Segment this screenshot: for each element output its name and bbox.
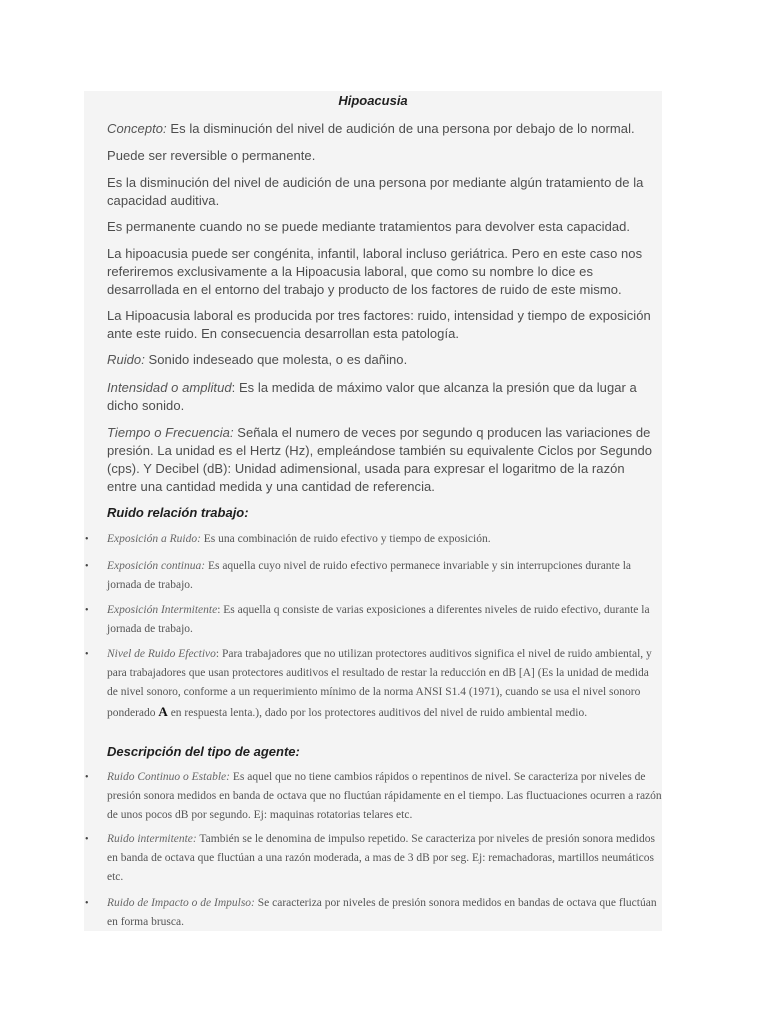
concepto-text: Es la disminución del nivel de audición de una persona por debajo de lo normal. — [166, 121, 635, 136]
bullet-icon: • — [85, 534, 89, 545]
list-item — [85, 530, 662, 549]
list-item — [85, 768, 662, 825]
bullet-icon: • — [85, 772, 89, 783]
item-label: Ruido Continuo o Estable: — [107, 771, 230, 783]
item-label: Ruido intermitente: — [107, 833, 197, 845]
bullet-icon: • — [85, 834, 89, 845]
paragraph-factores — [107, 307, 655, 343]
factores-text: La Hipoacusia laboral es producida por tres factores: ruido, intensidad y tiempo de exposición ante este ruido. En consecuencia desarrollan esta patología. — [107, 308, 651, 341]
concepto-label: Concepto: — [107, 121, 167, 136]
tiempo-text: Señala el numero de veces por segundo q producen las variaciones de presión. La unidad es el Hertz (Hz), empleándose también su equivalente Ciclos por Segundo (cps). Y Decibel (dB): Unidad adimensional, usada para expresar el logaritmo de la razón entre una cantidad medida y una cantidad de referencia. — [107, 425, 653, 494]
disminucion-text: Es la disminución del nivel de audición de una persona por mediante algún tratamiento de la capacidad auditiva. — [107, 175, 644, 208]
paragraph-intensidad — [107, 379, 655, 415]
item-text: Es aquel que no tiene cambios rápidos o repentinos de nivel. Se caracteriza por niveles de presión sonora medidos en banda de octava que no fluctúan rápidamente en el tiempo. Las fluctuaciones ocurren a razón de unos pocos dB por segundo. Ej: maquinas rotatorias telares etc. — [107, 771, 662, 821]
paragraph-tipos — [107, 245, 655, 299]
ruido-label: Ruido: — [107, 352, 145, 367]
paragraph-reversible — [107, 147, 655, 165]
item-label: Exposición continua: — [107, 560, 206, 572]
paragraph-disminucion — [107, 174, 655, 210]
ruido-text: Sonido indeseado que molesta, o es dañino. — [144, 352, 408, 367]
item-text: Se caracteriza por niveles de presión sonora medidos en bandas de octava que fluctúan en forma brusca. — [107, 897, 657, 928]
section-heading-tipo-agente — [107, 744, 655, 759]
item-text: También se le denomina de impulso repetido. Se caracteriza por niveles de presión sonora medidos en banda de octava que fluctúan a una razón moderada, a mas de 3 dB por seg. Ej: remachadoras, martillos neumáticos etc. — [107, 833, 655, 883]
item-text: Es una combinación de ruido efectivo y tiempo de exposición. — [200, 533, 491, 545]
tiempo-label: Tiempo o Frecuencia: — [107, 425, 234, 440]
reversible-text: Puede ser reversible o permanente. — [107, 148, 316, 163]
bullet-icon: • — [85, 898, 89, 909]
list-item — [85, 645, 662, 723]
paragraph-tiempo — [107, 424, 655, 496]
section-heading-ruido-trabajo — [107, 505, 655, 520]
section2-heading: Descripción del tipo de agente: — [107, 744, 300, 759]
item-label: Ruido de Impacto o de Impulso: — [107, 897, 255, 909]
tipos-text: La hipoacusia puede ser congénita, infantil, laboral incluso geriátrica. Pero en este caso nos referiremos exclusivamente a la Hipoacusia laboral, que como su nombre lo dice es desarrollada en el entorno del trabajo y producto de los factores de ruido de este mismo. — [107, 246, 643, 297]
list-item — [85, 601, 662, 639]
bullet-icon: • — [85, 561, 89, 572]
item-text-2: en respuesta lenta.), dado por los protectores auditivos del nivel de ruido ambiental medio. — [167, 707, 588, 719]
bullet-icon: • — [85, 649, 89, 660]
paragraph-ruido — [107, 351, 655, 369]
intensidad-label: Intensidad o amplitud — [107, 380, 232, 395]
bullet-icon: • — [85, 605, 89, 616]
item-label: Exposición Intermitente — [107, 604, 218, 616]
list-item — [85, 557, 662, 595]
paragraph-concepto — [107, 120, 655, 138]
item-text: : Para trabajadores que no utilizan protectores auditivos significa el nivel de ruido ambiental, y para trabajadores que usan protectores auditivos el resultado de restar la reducción en dB [A] (Es la unidad de medida de nivel sonoro, conforme a un requerimiento mínimo de la norma ANSI S1.4 (1971), cuando se usa el nivel sonoro ponderado — [107, 648, 652, 719]
item-label: Exposición a Ruido: — [107, 533, 201, 545]
item-bold: A — [158, 704, 168, 719]
list-item — [85, 894, 662, 932]
section1-heading: Ruido relación trabajo: — [107, 505, 249, 520]
permanente-text: Es permanente cuando no se puede mediante tratamientos para devolver esta capacidad. — [107, 219, 631, 234]
document-title: Hipoacusia — [338, 93, 408, 108]
paragraph-permanente — [107, 218, 655, 236]
item-label: Nivel de Ruido Efectivo — [107, 648, 216, 660]
item-text: : Es aquella q consiste de varias exposiciones a diferentes niveles de ruido efectivo, durante la jornada de trabajo. — [107, 604, 650, 635]
item-text: Es aquella cuyo nivel de ruido efectivo permanece invariable y sin interrupciones durante la jornada de trabajo. — [107, 560, 632, 591]
intensidad-text: : Es la medida de máximo valor que alcanza la presión que da lugar a dicho sonido. — [107, 380, 637, 413]
list-item — [85, 830, 662, 887]
